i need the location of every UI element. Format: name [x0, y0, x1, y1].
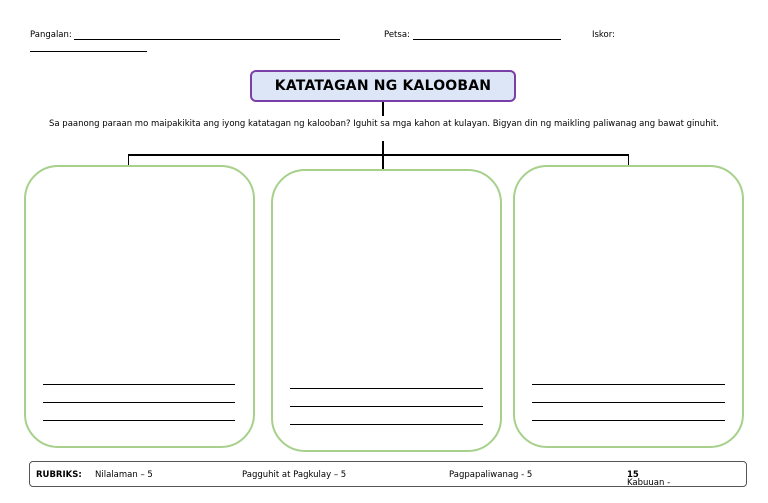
name-label: Pangalan: — [30, 30, 72, 40]
writing-line[interactable] — [532, 384, 725, 385]
rubric-explanation: Pagpapaliwanag - 5 — [449, 470, 533, 480]
rubrics-box — [29, 461, 747, 487]
score-blank[interactable] — [30, 51, 147, 52]
left-drop — [128, 154, 129, 165]
right-drop — [628, 154, 629, 165]
branch-bar — [128, 154, 629, 156]
date-label: Petsa: — [384, 30, 410, 40]
instructions-text: Sa paanong paraan mo maipakikita ang iyong katatagan ng kalooban? Iguhit sa mga kahon at kulayan. Bigyan din ng maikling paliwanag ang bawat ginuhit. — [49, 119, 719, 129]
center-stem — [382, 141, 384, 172]
score-label: Iskor: — [592, 30, 615, 40]
rubrics-label: RUBRIKS: — [36, 470, 82, 480]
rubric-total-label: Kabuuan - — [627, 478, 671, 488]
writing-line[interactable] — [290, 388, 483, 389]
writing-line[interactable] — [43, 420, 235, 421]
drawing-box-1[interactable] — [24, 165, 255, 448]
writing-line[interactable] — [290, 424, 483, 425]
page-title: KATATAGAN NG KALOOBAN — [250, 70, 516, 102]
writing-line[interactable] — [43, 402, 235, 403]
date-field — [384, 30, 561, 40]
name-blank[interactable] — [74, 30, 340, 40]
date-blank[interactable] — [413, 30, 561, 40]
rubric-total — [627, 470, 671, 488]
rubric-drawing: Pagguhit at Pagkulay – 5 — [242, 470, 347, 480]
rubric-content: Nilalaman – 5 — [95, 470, 153, 480]
score-field — [592, 30, 615, 40]
drawing-box-3[interactable] — [513, 165, 744, 448]
name-field — [30, 30, 340, 40]
writing-line[interactable] — [43, 384, 235, 385]
writing-line[interactable] — [532, 420, 725, 421]
writing-line[interactable] — [532, 402, 725, 403]
writing-line[interactable] — [290, 406, 483, 407]
rubric-total-value: 15 — [627, 470, 639, 480]
drawing-box-2[interactable] — [271, 169, 502, 452]
title-connector — [382, 102, 384, 116]
